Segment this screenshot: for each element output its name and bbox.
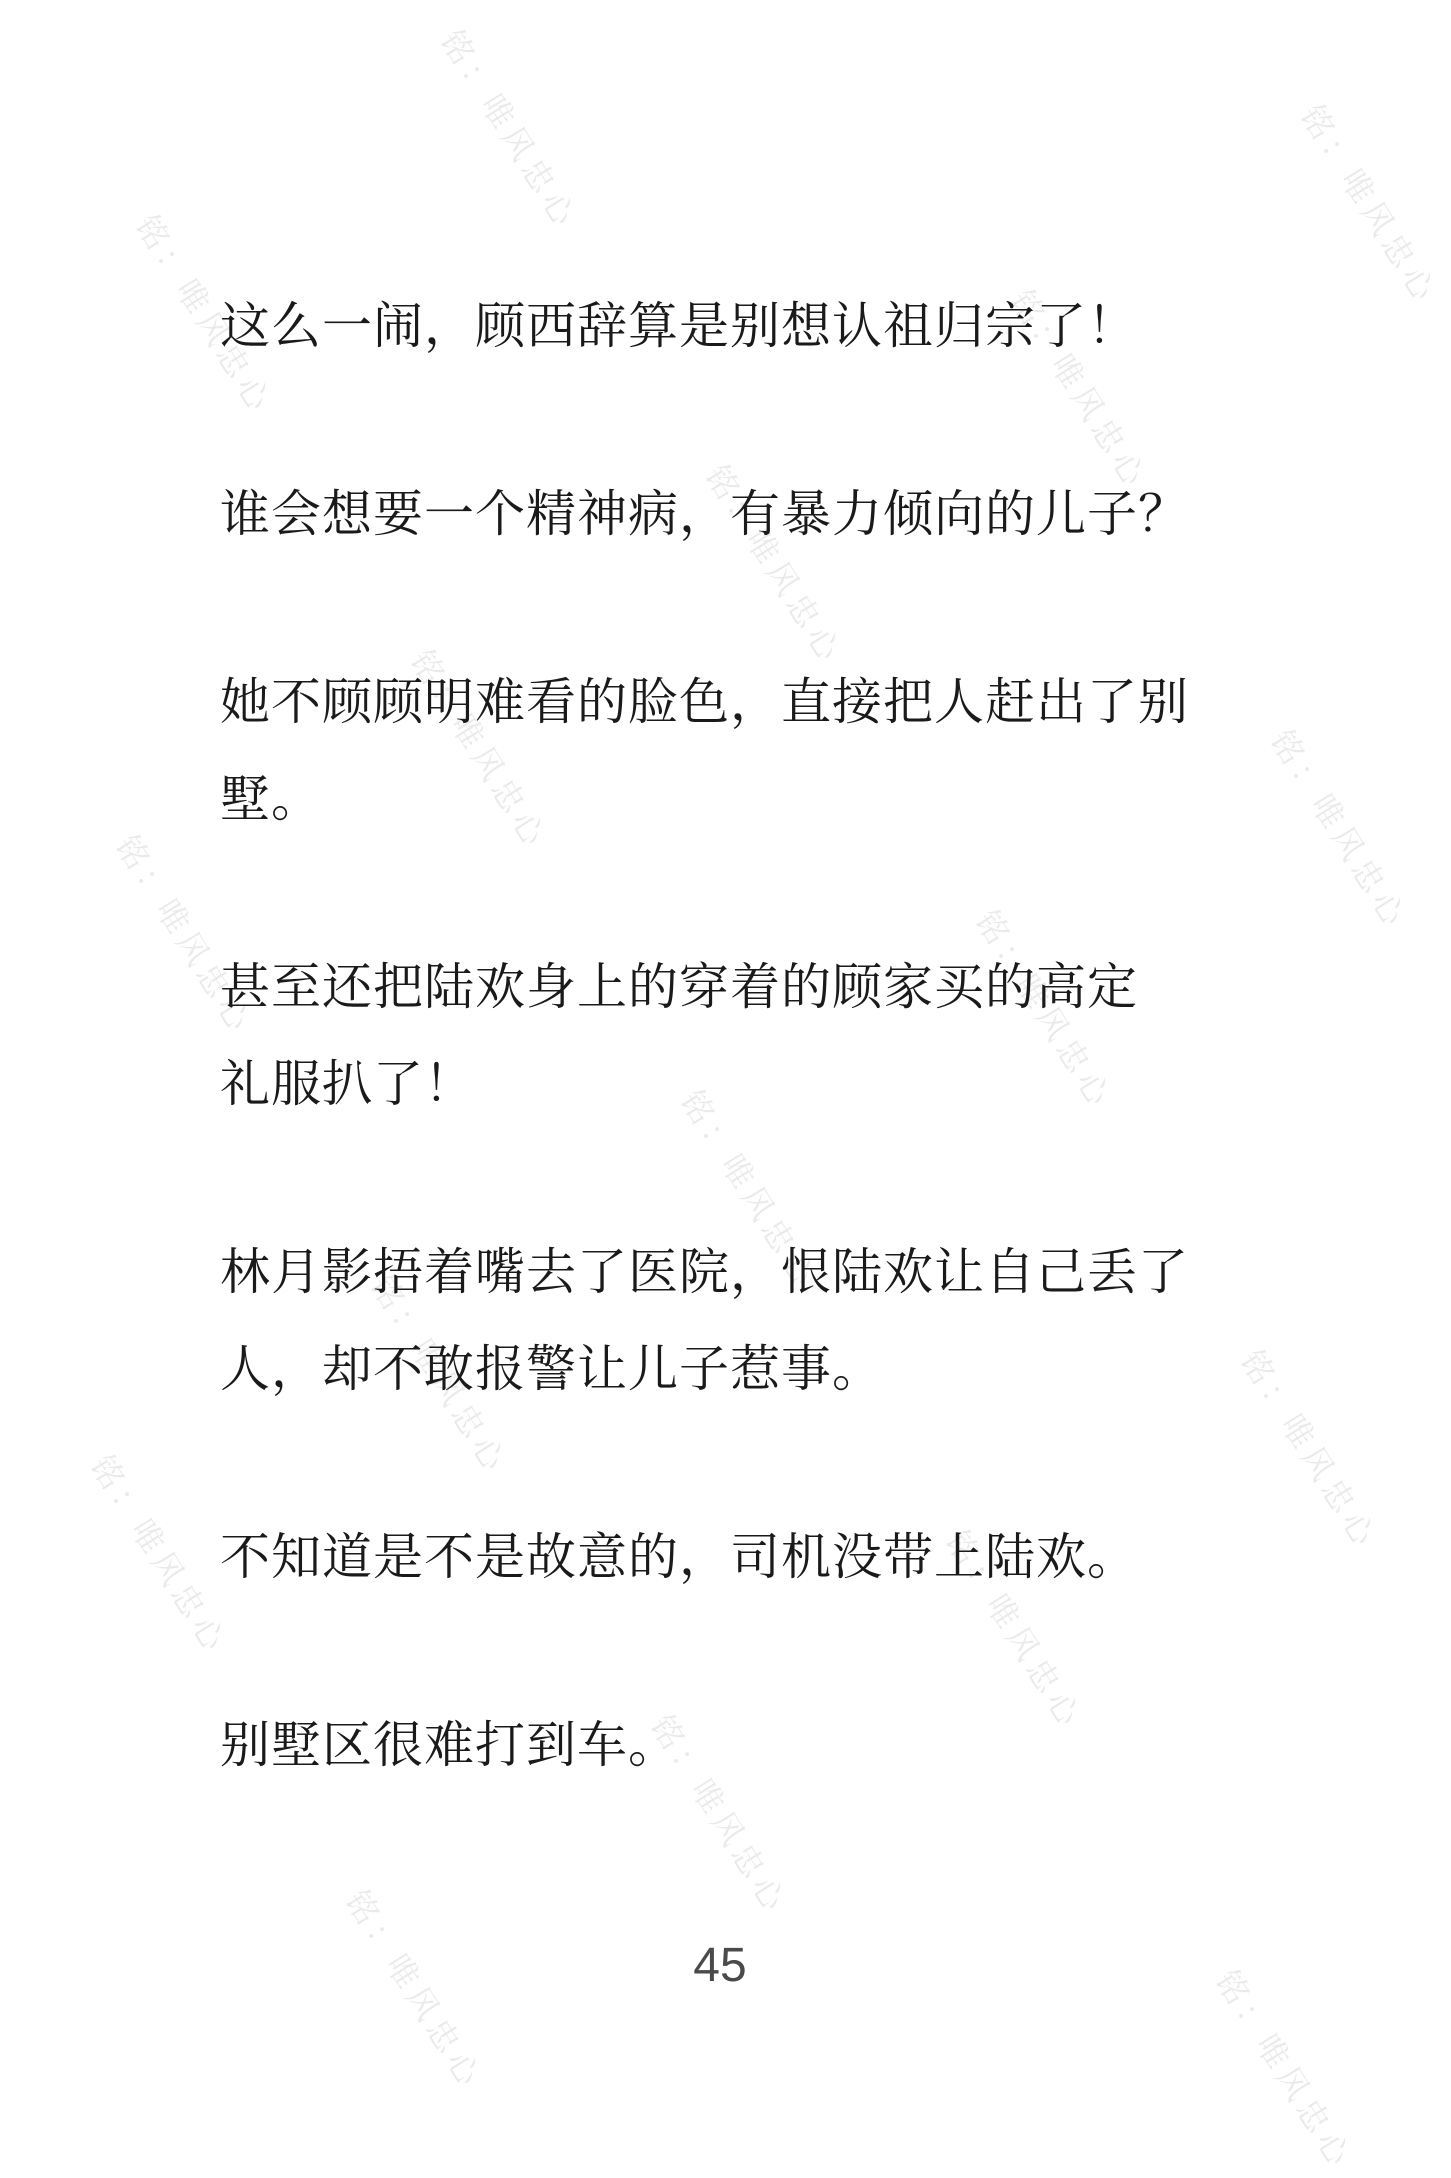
watermark: 铭：唯风忠心	[82, 1448, 236, 1662]
watermark: 铭：唯风忠心	[1292, 98, 1446, 312]
watermark: 铭：唯风忠心	[127, 208, 281, 422]
watermark: 铭：唯风忠心	[697, 458, 851, 672]
watermark: 铭：唯风忠心	[937, 1523, 1091, 1737]
paragraph: 别墅区很难打到车。	[220, 1716, 679, 1774]
story-text	[220, 278, 1240, 1885]
page-number: 45	[693, 1939, 747, 1992]
watermark: 铭：唯风忠心	[1262, 723, 1416, 937]
paragraph: 这么一闹，顾西辞算是别想认祖归宗了！	[220, 297, 1138, 355]
paragraph: 甚至还把陆欢身上的穿着的顾家买的高定 礼服扒了！	[220, 958, 1138, 1113]
paragraph: 谁会想要一个精神病，有暴力倾向的儿子？	[220, 485, 1189, 543]
watermark: 铭：唯风忠心	[432, 23, 586, 237]
watermark: 铭：唯风忠心	[1207, 1963, 1361, 2177]
paragraph: 林月影捂着嘴去了医院，恨陆欢让自己丢了 人，却不敢报警让儿子惹事。	[220, 1243, 1189, 1398]
paragraph: 不知道是不是故意的，司机没带上陆欢。	[220, 1528, 1138, 1586]
watermark: 铭：唯风忠心	[672, 1083, 826, 1297]
watermark: 铭：唯风忠心	[1232, 1343, 1386, 1557]
watermark: 铭：唯风忠心	[337, 1883, 491, 2097]
watermark: 铭：唯风忠心	[642, 1708, 796, 1922]
watermark: 铭：唯风忠心	[967, 903, 1121, 1117]
watermark: 铭：唯风忠心	[362, 1268, 516, 1482]
watermark: 铭：唯风忠心	[107, 828, 261, 1042]
watermark: 铭：唯风忠心	[1002, 283, 1156, 497]
paragraph: 她不顾顾明难看的脸色，直接把人赶出了别 墅。	[220, 673, 1189, 828]
watermark: 铭：唯风忠心	[402, 643, 556, 857]
